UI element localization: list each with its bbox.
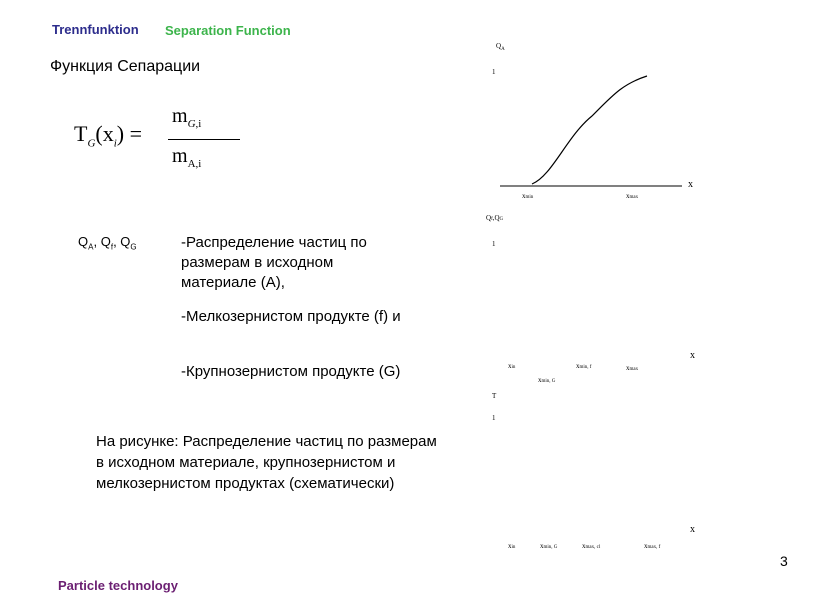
footer-course: Particle technology <box>58 578 178 593</box>
formula-close: ) = <box>116 121 143 146</box>
formula-t-sub: G <box>87 137 96 150</box>
formula-num-sub-idx: ,i <box>195 118 202 130</box>
description-fine: -Мелкозернистом продукте (f) и <box>181 308 401 325</box>
formula-arg: (x <box>95 121 114 146</box>
separation-formula <box>70 105 240 175</box>
bottom-xlabel: x <box>690 524 695 535</box>
formula-num-m: m <box>172 105 188 127</box>
formula-lhs <box>74 121 142 149</box>
middle-xlabel: x <box>690 350 695 361</box>
top-ylabel: $Q_A$ <box>496 42 505 52</box>
middle-tick-1: xin <box>508 362 516 370</box>
middle-ylabel: Qf,QG <box>486 214 504 222</box>
formula-num-sub: G <box>187 118 196 130</box>
formula-den-m: m <box>172 145 188 167</box>
middle-tick-4: xmin, G <box>538 376 556 384</box>
formula-den-sub: A,i <box>187 158 202 170</box>
middle-tick-3: xmax <box>626 364 639 372</box>
bottom-y-tick-a: T <box>492 392 497 400</box>
bottom-tick-2: xmin, G <box>540 542 558 550</box>
bottom-tick-3: xmax, cl <box>582 542 601 550</box>
top-curve <box>532 76 647 184</box>
top-xmax-label: xmax <box>626 192 639 200</box>
description-coarse: -Крупнозернистом продукте (G) <box>181 363 401 380</box>
header-title-en: Separation Function <box>165 23 291 38</box>
header-title-de: Trennfunktion <box>52 22 139 37</box>
middle-tick-2: xmin, f <box>576 362 592 370</box>
formula-t: T <box>74 121 88 146</box>
top-y-tick: 1 <box>492 68 496 76</box>
q-labels: $Q_A$, $Q_f$, $Q_G$ <box>78 234 137 252</box>
middle-y-tick: 1 <box>492 240 496 248</box>
description-feed: -Распределение частиц по размерам в исходном материале (А), <box>181 234 367 291</box>
page-title: Функция Сепарации <box>50 58 201 75</box>
page-number: 3 <box>780 553 788 569</box>
bottom-tick-1: xin <box>508 542 516 550</box>
distribution-diagrams <box>482 36 712 556</box>
top-xlabel: x <box>688 179 693 190</box>
bottom-tick-4: xmax, f <box>644 542 661 550</box>
figure-caption: На рисунке: Распределение частиц по размерам в исходном материале, крупнозернистом и мелкозернистом продуктах (схематически) <box>96 433 437 492</box>
formula-arg-sub: i <box>113 137 117 150</box>
top-xmin-label: xmin <box>522 192 534 200</box>
fraction-bar <box>168 139 240 140</box>
formula-denominator <box>172 145 201 170</box>
bottom-y-tick-b: 1 <box>492 414 496 422</box>
formula-numerator <box>172 105 201 130</box>
